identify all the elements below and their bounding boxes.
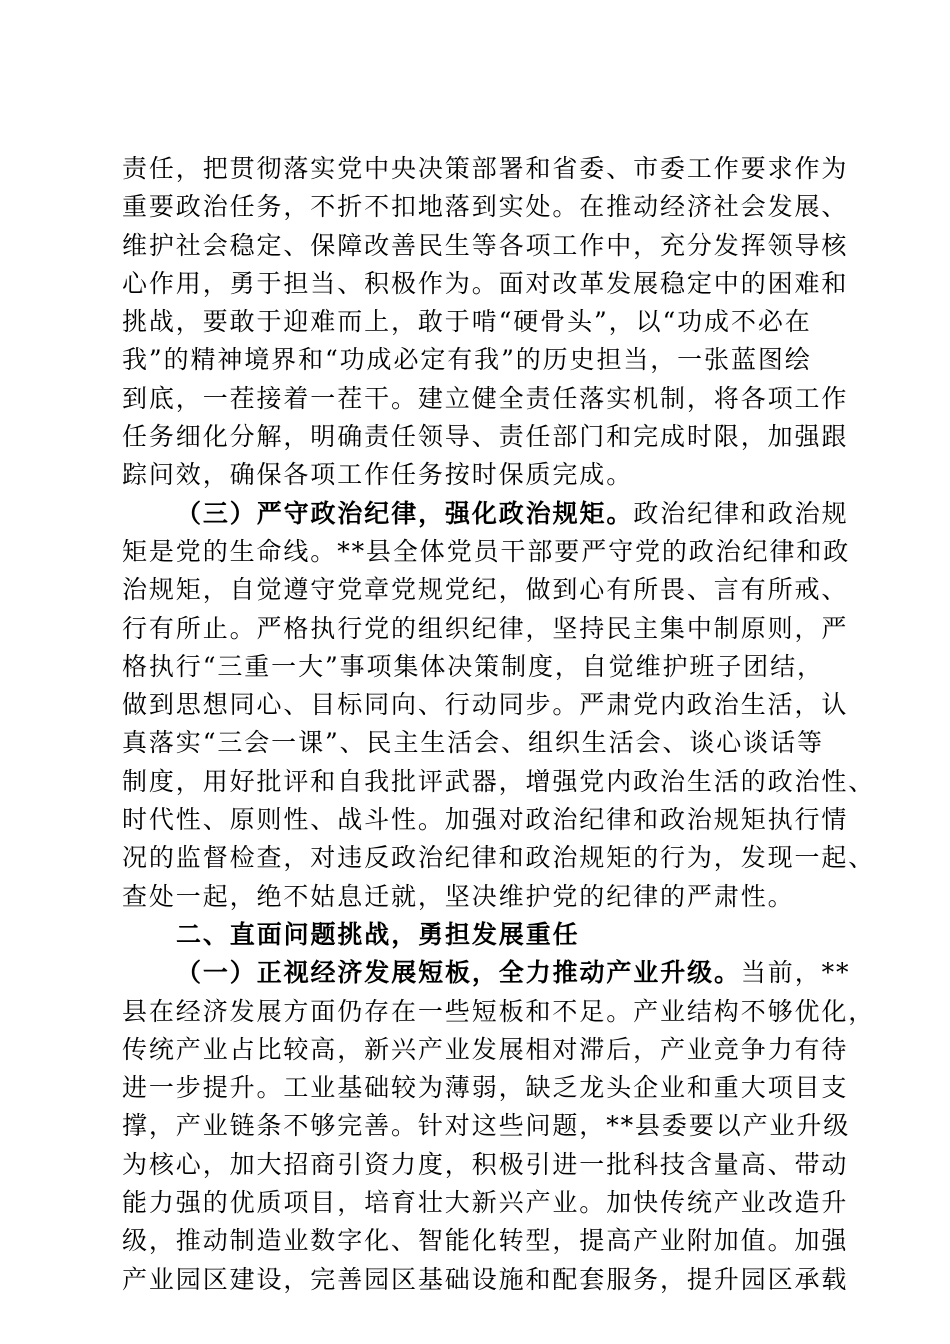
text-line: 维护社会稳定、保障改善民生等各项工作中，充分发挥领导核 [122, 230, 849, 260]
text-line: 级，推动制造业数字化、智能化转型，提高产业附加值。加强 [122, 1226, 849, 1256]
text-line: 踪问效，确保各项工作任务按时保质完成。 [122, 460, 634, 490]
text-line: 挑战，要敢于迎难而上，敢于啃“硬骨头”，以“功成不必在 [122, 307, 812, 337]
text-line: 产业园区建设，完善园区基础设施和配套服务，提升园区承载 [122, 1264, 849, 1294]
text-run: 政治纪律和政治规 [633, 498, 849, 528]
text-line: 时代性、原则性、战斗性。加强对政治纪律和政治规矩执行情 [122, 805, 849, 835]
text-line: 到底，一茬接着一茬干。建立健全责任落实机制，将各项工作 [122, 383, 849, 413]
text-line: 真落实“三会一课”、民主生活会、组织生活会、谈心谈话等 [122, 728, 824, 758]
section-heading: 二、直面问题挑战，勇担发展重任 [176, 919, 580, 949]
text-line: 矩是党的生命线。**县全体党员干部要严守党的政治纪律和政 [122, 536, 851, 566]
paragraph-political-discipline [122, 495, 876, 916]
text-line: 为核心，加大招商引资力度，积极引进一批科技含量高、带动 [122, 1149, 849, 1179]
text-line: 责任，把贯彻落实党中央决策部署和省委、市委工作要求作为 [122, 154, 849, 183]
paragraph-lead-sentence: （三）严守政治纪律，强化政治规矩。 [176, 498, 634, 528]
text-line: 做到思想同心、目标同向、行动同步。严肃党内政治生活，认 [122, 690, 849, 720]
text-line: 查处一起，绝不姑息迁就，坚决维护党的纪律的严肃性。 [122, 881, 795, 911]
text-line: 况的监督检查，对违反政治纪律和政治规矩的行为，发现一起、 [122, 843, 876, 873]
paragraph-responsibility [122, 150, 849, 495]
text-line [122, 954, 851, 992]
text-line: 撑，产业链条不够完善。针对这些问题，**县委要以产业升级 [122, 1111, 851, 1141]
text-run: 当前，** [740, 958, 851, 988]
text-line [122, 495, 849, 533]
text-line: 任务细化分解，明确责任领导、责任部门和完成时限，加强跟 [122, 422, 849, 452]
paragraph-economic-development [122, 954, 876, 1299]
text-line: 行有所止。严格执行党的组织纪律，坚持民主集中制原则，严 [122, 613, 849, 643]
text-line: 制度，用好批评和自我批评武器，增强党内政治生活的政治性、 [122, 766, 876, 796]
text-line: 能力强的优质项目，培育壮大新兴产业。加快传统产业改造升 [122, 1188, 849, 1218]
text-line: 格执行“三重一大”事项集体决策制度，自觉维护班子团结， [122, 651, 824, 681]
text-line: 心作用，勇于担当、积极作为。面对改革发展稳定中的困难和 [122, 268, 849, 298]
text-line: 进一步提升。工业基础较为薄弱，缺乏龙头企业和重大项目支 [122, 1073, 849, 1103]
text-line: 县在经济发展方面仍存在一些短板和不足。产业结构不够优化， [122, 996, 876, 1026]
document-page [122, 150, 876, 1299]
paragraph-lead-sentence: （一）正视经济发展短板，全力推动产业升级。 [176, 958, 741, 988]
text-line: 我”的精神境界和“功成必定有我”的历史担当，一张蓝图绘 [122, 345, 812, 375]
text-line: 治规矩，自觉遵守党章党规党纪，做到心有所畏、言有所戒、 [122, 575, 849, 605]
text-line: 重要政治任务，不折不扣地落到实处。在推动经济社会发展、 [122, 192, 849, 222]
text-line: 传统产业占比较高，新兴产业发展相对滞后，产业竞争力有待 [122, 1034, 849, 1064]
